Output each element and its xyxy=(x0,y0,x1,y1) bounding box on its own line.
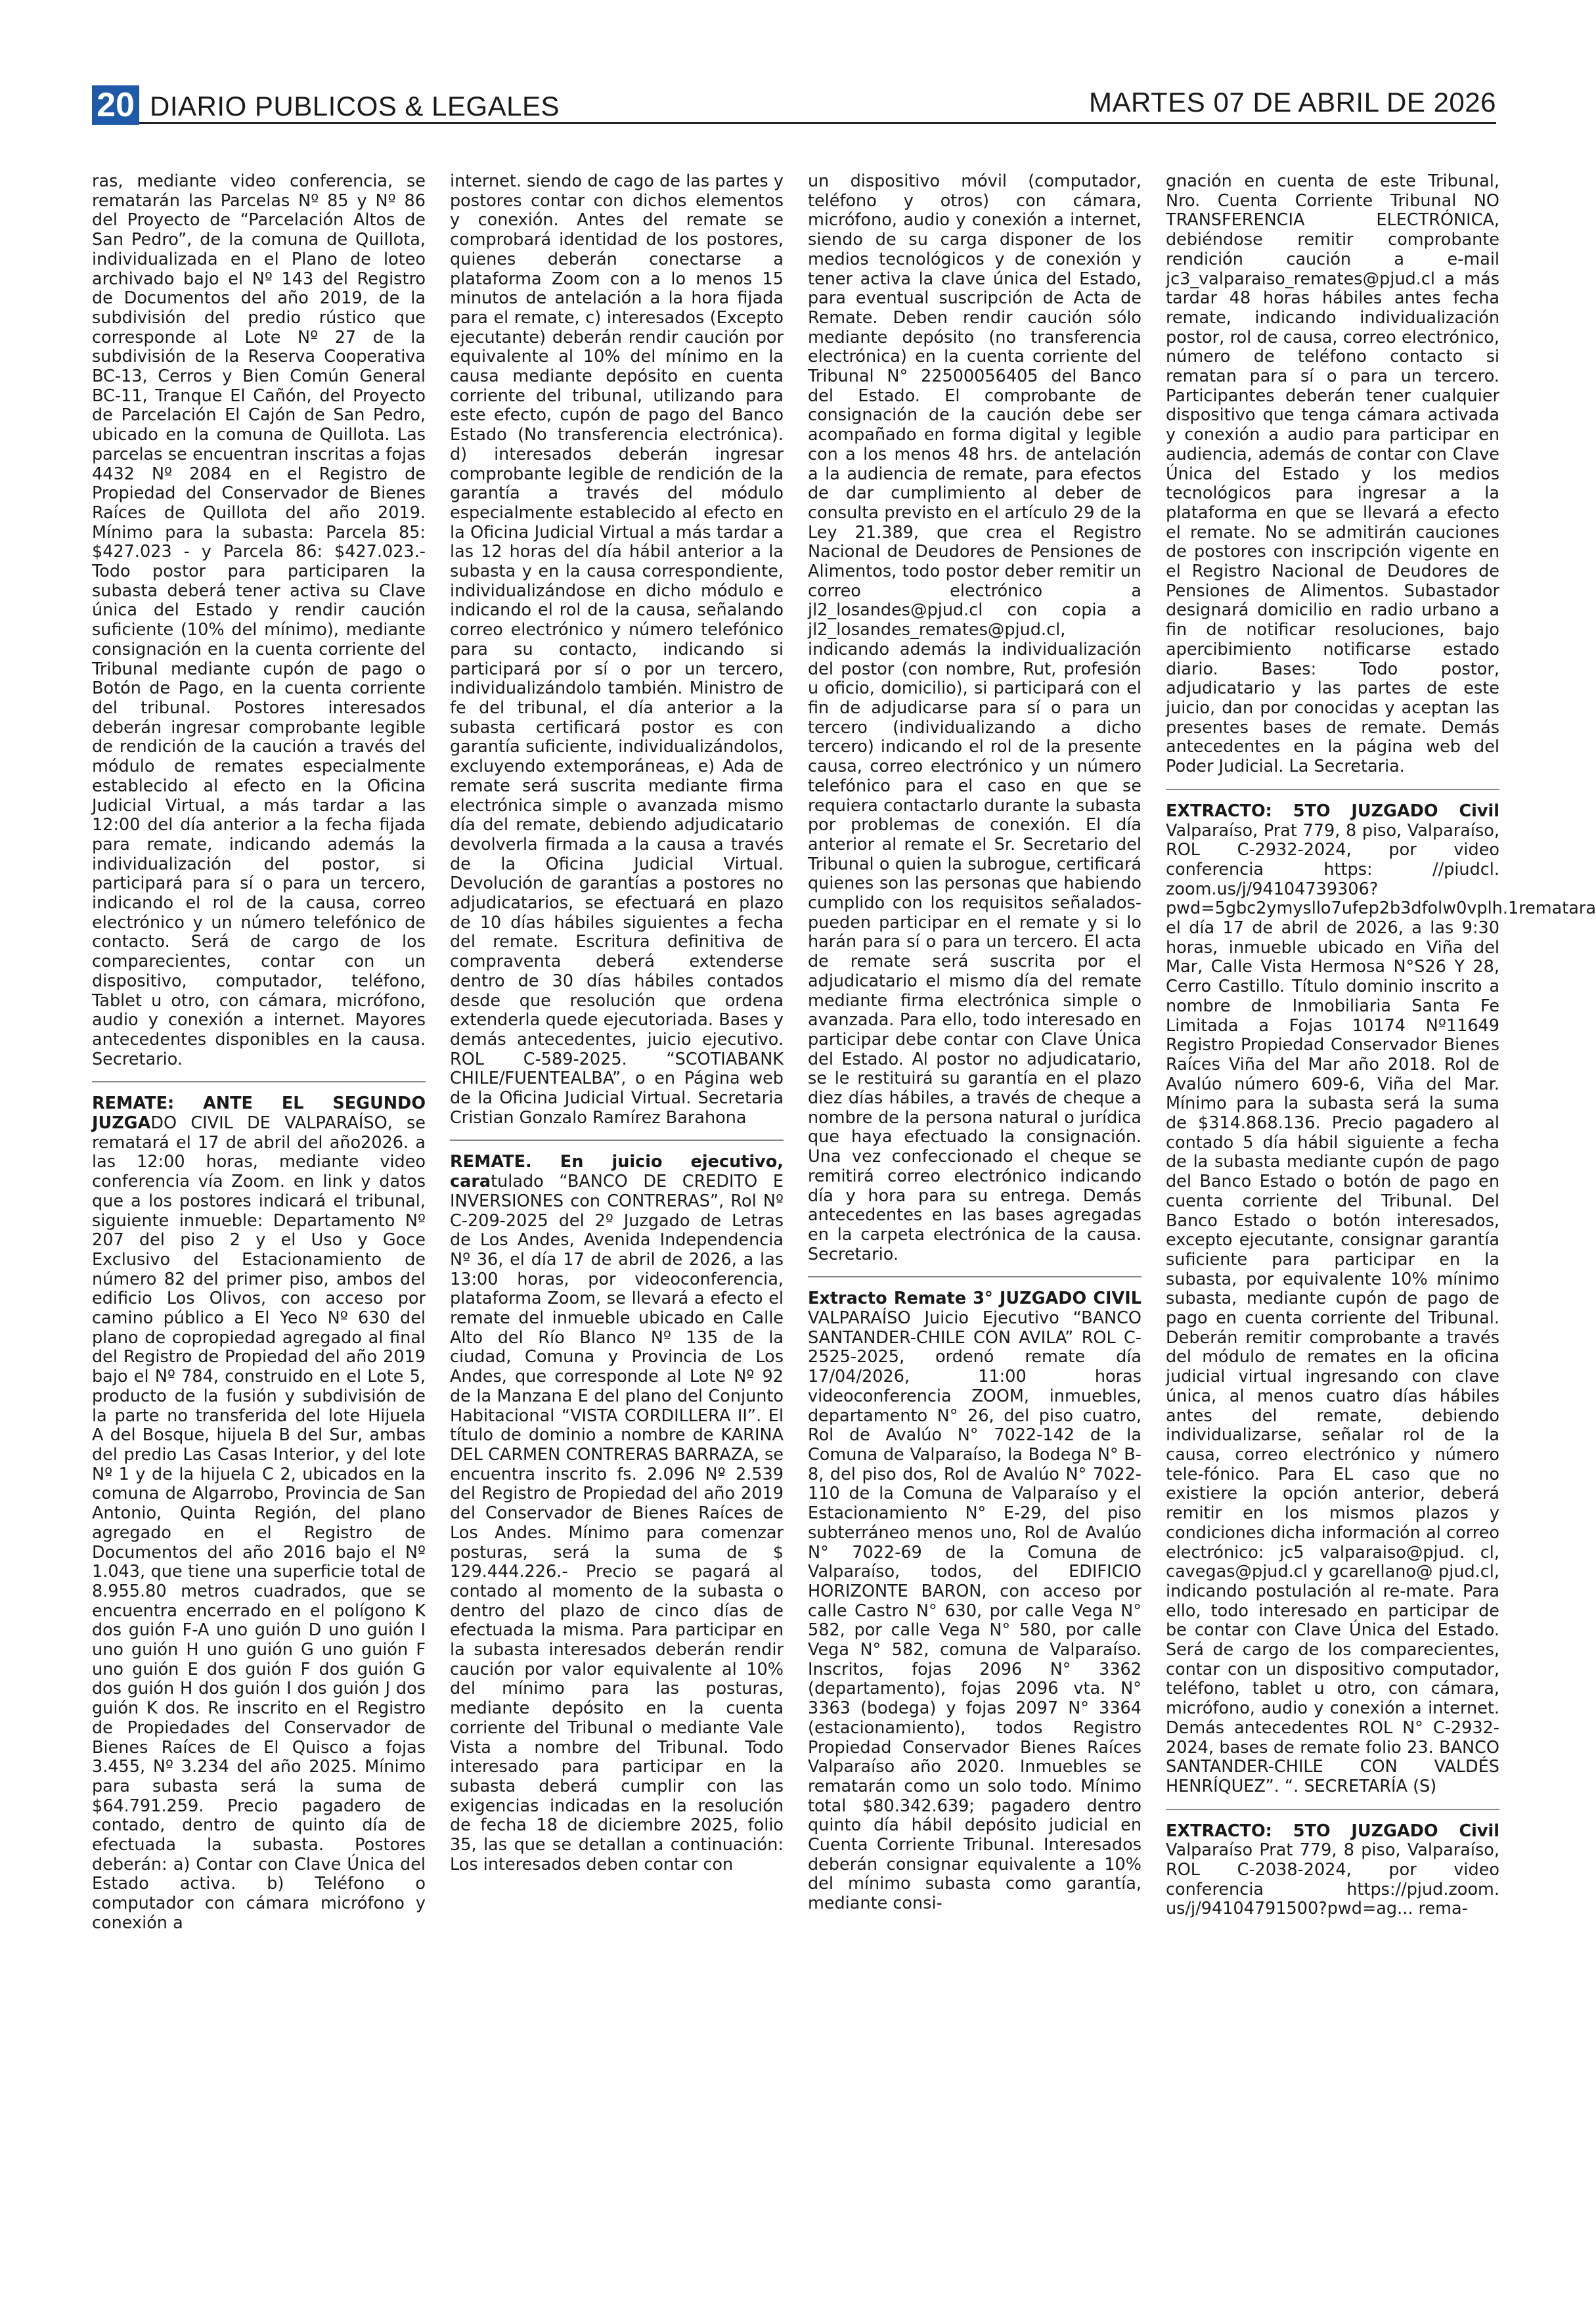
notice-text xyxy=(1166,1822,1499,1920)
publication-date: MARTES 07 DE ABRIL DE 2026 xyxy=(1089,87,1496,118)
notice-bci-contreras xyxy=(450,1153,784,1874)
notice-santander-avila-continuation xyxy=(1166,172,1499,777)
notice-separator xyxy=(92,1081,426,1082)
notice-body: Valparaíso, Prat 779, 8 piso, Valparaíso, ROL C-2932-2024, por video conferencia https: //piudcl. zoom.us/j/94104739306?pwd=5gbc2ymysllo7ufep2b3dfolw0vplh.1rematara el día 17 de abril de 2026, a las 9:30 horas, inmueble ubicado en Viña del Mar, Calle Vista Hermosa N°S26 Y 28, Cerro Castillo. Título dominio inscrito a nombre de Inmobiliaria Santa Fe Limitada a Fojas 10174 Nº11649 Registro Propiedad Conservador Bienes Raíces Viña del Mar año 2018. Rol de Avalúo número 609-6, Viña del Mar. Mínimo para la subasta será la suma de $314.868.136. Precio pagadero al contado 5 día hábil siguiente a fecha de la subasta mediante cupón de pago del Banco Estado o botón de pago en cuenta corriente del Tribunal. Del Banco Estado o botón interesados, excepto ejecutante, consignar garantía suficiente para participar en la subasta, por equivalente 10% mínimo subasta, mediante cupón de pago de pago en cuenta corriente del Tribunal. Deberán remitir comprobante a través del módulo de remates en la oficina judicial virtual ingresando con clave única, al menos cuatro días hábiles antes del remate, debiendo individualizarse, señalar rol de la causa, correo electrónico y número tele-fónico. Para EL caso que no existiere la opción anterior, deberá remitir en los mismos plazos y condiciones dicha información al correo electrónico: jc5 valparaiso@pjud. cl, cavegas@pjud.cl y gcarellano@ pjud.cl, indicando postulación al re-mate. Para ello, todo interesado en participar de be contar con Clave Única del Estado. Será de cargo de los comparecientes, contar con un dispositivo computador, teléfono, tablet u otro, con cámara, micrófono, audio y conexión a internet. Demás antecedentes ROL N° C-2932-2024, bases de remate folio 23. BANCO SANTANDER-CHILE CON VALDÉS HENRÍQUEZ”. “. SECRETARÍA (S) xyxy=(1166,820,1596,1796)
notice-text: gnación en cuenta de este Tribunal, Nro. Cuenta Corriente Tribunal NO TRANSFERENCIA ELECTRÓNICA, debiéndose remitir comprobante rendición caución a e-mail jc3_valparaiso_remates@pjud.cl a más tardar 48 horas hábiles antes fecha remate, indicando individualización postor, rol de causa, correo electrónico, número de teléfono contacto si rematan para sí o para un tercero. Participantes deberán tener cualquier dispositivo que tenga cámara activada y conexión a audio para participar en audiencia, además de contar con Clave Única del Estado y los medios tecnológicos para ingresar a la plataforma en que se llevará a efecto el remate. No se admitirán cauciones de postores con inscripción vigente en el Registro Nacional de Deudores de Pensiones de Alimentos. Subastador designará domicilio en radio urbano a fin de notificar resoluciones, bajo apercibimiento notificarse estado diario. Bases: Todo postor, adjudicatario y las partes de este juicio, dan por conocidas y aceptan las presentes bases de remate. Demás antecedentes en la página web del Poder Judicial. La Secretaria. xyxy=(1166,171,1499,777)
notice-heading: Extracto Remate 3° JUZGADO CIVIL xyxy=(808,1289,1142,1309)
notice-5to-juzgado-c2038 xyxy=(1166,1822,1499,1920)
notice-separator xyxy=(1166,1809,1499,1810)
notice-segundo-juzgado-valparaiso xyxy=(92,1094,426,1933)
notice-separator xyxy=(450,1140,784,1141)
page-number: 20 xyxy=(92,85,139,125)
column-4 xyxy=(1166,171,1596,2261)
notice-body: Valparaíso Prat 779, 8 piso, Valparaíso, ROL C-2038-2024, por video conferencia https://pjud.zoom. us/j/94104791500?pwd=ag... rema- xyxy=(1166,1840,1499,1919)
notice-5to-juzgado-c2932 xyxy=(1166,801,1596,1797)
notice-text xyxy=(808,1289,1142,1914)
notice-separator xyxy=(1166,789,1499,790)
notice-heading: EXTRACTO: 5TO JUZGADO Civil xyxy=(1166,1821,1499,1841)
notice-scotiabank-continuation xyxy=(450,172,784,1128)
notice-bci-continuation xyxy=(808,172,1142,1264)
notice-text xyxy=(92,1094,426,1933)
column-2 xyxy=(450,172,784,2261)
notice-text: internet. siendo de cago de las partes y postores contar con dichos elementos y conexión. Antes del remate se comprobará identidad de los postores, quienes deberán conectarse a plataforma Zoom con a lo menos 15 minutos de antelación a la hora fijada para el remate, c) interesados (Excepto ejecutante) deberán rendir caución por equivalente al 10% del mínimo en la causa mediante depósito en cuenta corriente del tribunal, utilizando para este efecto, cupón de pago del Banco Estado (No transferencia electrónica). d) interesados deberán ingresar comprobante legible de rendición de la garantía a través del módulo especialmente establecido al efecto en la Oficina Judicial Virtual a más tardar a las 12 horas del día hábil anterior a la subasta y en la causa correspondiente, individualizándose en dicho módulo e indicando el rol de la causa, señalando correo electrónico y número telefónico para su contacto, indicando si participará por sí o por un tercero, individualizándolo también. Ministro de fe del tribunal, el día anterior a la subasta certificará postor es con garantía suficiente, individualizándolos, excluyendo extemporáneas, e) Ada de remate será suscrita mediante firma electrónica simple o avanzada mismo día del remate, debiendo adjudicatario devolverla firmada a la causa a través de la Oficina Judicial Virtual. Devolución de garantías a postores no adjudicatarios, se efectuará en plazo de 10 días hábiles siguientes a fecha del remate. Escritura definitiva de compraventa deberá extenderse dentro de 30 días hábiles contados desde que resolución que ordena extenderla quede ejecutoriada. Bases y demás antecedentes, juicio ejecutivo. ROL C-589-2025. “SCOTIABANK CHILE/FUENTEALBA”, o en Página web de la Oficina Judicial Virtual. Secretaria Cristian Gonzalo Ramírez Barahona xyxy=(450,171,784,1128)
notice-heading: EXTRACTO: 5TO JUZGADO Civil xyxy=(1166,801,1499,821)
column-3 xyxy=(808,172,1142,2261)
notice-heading: REMATE: ANTE EL SEGUNDO JUZGA xyxy=(92,1094,426,1134)
notice-body: tulado “BANCO DE CREDITO E INVERSIONES con CONTRERAS”, Rol Nº C-209-2025 del 2º Juzgado de Letras de Los Andes, Avenida Independencia Nº 36, el día 17 de abril de 2026, a las 13:00 horas, por videoconferencia, plataforma Zoom, se llevará a efecto el remate del inmueble ubicado en Calle Alto del Río Blanco Nº 135 de la ciudad, Comuna y Provincia de Los Andes, que corresponde al Lote Nº 92 de la Manzana E del plano del Conjunto Habitacional “VISTA CORDILLERA II”. El título de dominio a nombre de KARINA DEL CARMEN CONTRERAS BARRAZA, se encuentra inscrito fs. 2.096 Nº 2.539 del Registro de Propiedad del año 2019 del Conservador de Bienes Raíces de Los Andes. Mínimo para comenzar posturas, será la suma de $ 129.444.226.- Precio se pagará al contado al momento de la subasta o dentro del plazo de cinco días de efectuada la misma. Para participar en la subasta interesados deberán rendir caución por valor equivalente al 10% del mínimo para las posturas, mediante depósito en la cuenta corriente del Tribunal o mediante Vale Vista a nombre del Tribunal. Todo interesado para participar en la subasta deberá cumplir con las exigencias indicadas en la resolución de fecha 18 de diciembre 2025, folio 35, las que se detallan a continuación: Los interesados deben contar con xyxy=(450,1172,784,1874)
notice-parcelas-quillota xyxy=(92,172,426,1069)
notice-santander-avila xyxy=(808,1289,1142,1914)
notice-text xyxy=(450,1153,784,1874)
notice-text: ras, mediante video conferencia, se rematarán las Parcelas Nº 85 y Nº 86 del Proyecto de “Parcelación Altos de San Pedro”, de la comuna de Quillota, individualizada en el Plano de loteo archivado bajo el Nº 143 del Registro de Documentos del año 2019, de la subdivisión del predio rústico que corresponde al Lote Nº 27 de la subdivisión de la Reserva Cooperativa BC-13, Cerros y Bien Común General BC-11, Tranque El Cañón, del Proyecto de Parcelación El Cajón de San Pedro, ubicado en la comuna de Quillota. Las parcelas se encuentran inscritas a fojas 4432 Nº 2084 en el Registro de Propiedad del Conservador de Bienes Raíces de Quillota del año 2019. Mínimo para la subasta: Parcela 85: $427.023 - y Parcela 86: $427.023.-Todo postor para participaren la subasta deberá tener activa su Clave única del Estado y rendir caución suficiente (10% del mínimo), mediante consignación en la cuenta corriente del Tribunal mediante cupón de pago o Botón de Pago, en la cuenta corriente del tribunal. Postores interesados deberán ingresar comprobante legible de rendición de la caución a través del módulo de remates especialmente establecido al efecto en la Oficina Judicial Virtual, a más tardar a las 12:00 del día anterior a la fecha fijada para remate, indicando además la individualización del postor, si participará para sí o para un tercero, indicando el rol de la causa, correo electrónico y un número telefónico de contacto. Será de cargo de los comparecientes, contar con un dispositivo, computador, teléfono, Tablet u otro, con cámara, micrófono, audio y conexión a internet. Mayores antecedentes disponibles en la causa. Secretario. xyxy=(92,171,426,1069)
header-rule xyxy=(139,122,1496,124)
notice-separator xyxy=(808,1276,1142,1277)
notice-text: un dispositivo móvil (computador, teléfono y otros) con cámara, micrófono, audio y conexión a internet, siendo de su carga disponer de los medios tecnológicos y de conexión y tener activa la clave única del Estado, para eventual suscripción de Acta de Remate. Deben rendir caución sólo mediante depósito (no transferencia electrónica) en la cuenta corriente del Tribunal N° 22500056405 del Banco del Estado. El comprobante de consignación de la caución debe ser acompañado en forma digital y legible con a los menos 48 hrs. de antelación a la audiencia de remate, para efectos de dar cumplimiento al deber de consulta previsto en el artículo 29 de la Ley 21.389, que crea el Registro Nacional de Deudores de Pensiones de Alimentos, todo postor deber remitir un correo electrónico a jl2_losandes@pjud.cl con copia a jl2_losandes_remates@pjud.cl, indicando además la individualización del postor (con nombre, Rut, profesión u oficio, domicilio), si participará con el fin de adjudicarse para sí o para un tercero (individualizando a dicho tercero) indicando el rol de la presente causa, correo electrónico y un número telefónico para el caso en que se requiera contactarlo durante la subasta por problemas de conexión. El día anterior al remate el Sr. Secretario del Tribunal o quien la subrogue, certificará quienes son las personas que habiendo cumplido con los requisitos señalados- pueden participar en el remate y si lo harán para sí o para un tercero. El acta de remate será suscrita por el adjudicatario el mismo día del remate mediante firma electrónica simple o avanzada. Para ello, todo interesado en participar debe contar con Clave Única del Estado. Al postor no adjudicatario, se le restituirá su garantía en el plazo diez días hábiles, a través de cheque a nombre de la persona natural o jurídica que haya efectuado la consignación. Una vez confeccionado el cheque se remitirá correo electrónico indicando día y hora para su entrega. Demás antecedentes en las bases agregadas en la carpeta electrónica de la causa. Secretario. xyxy=(808,171,1142,1264)
notice-text xyxy=(1166,801,1596,1797)
notice-body: VALPARAÍSO Juicio Ejecutivo “BANCO SANTANDER-CHILE CON AVILA” ROL C-2525-2025, ordenó remate día 17/04/2026, 11:00 horas videoconferencia ZOOM, inmuebles, departamento N° 26, del piso cuatro, Rol de Avalúo N° 7022-142 de la Comuna de Valparaíso, la Bodega N° B-8, del piso dos, Rol de Avalúo N° 7022-110 de la Comuna de Valparaíso y el Estacionamiento N° E-29, del piso subterráneo menos uno, Rol de Avalúo N° 7022-69 de la Comuna de Valparaíso, todos, del EDIFICIO HORIZONTE BARON, con acceso por calle Castro N° 630, por calle Vega N° 582, por calle Vega N° 580, por calle Vega N° 582, comuna de Valparaíso. Inscritos, fojas 2096 N° 3362 (departamento), fojas 2096 vta. N° 3363 (bodega) y fojas 2097 N° 3364 (estacionamiento), todos Registro Propiedad Conservador Bienes Raíces Valparaíso año 2020. Inmuebles se rematarán como un solo todo. Mínimo total $80.342.639; pagadero dentro quinto día hábil depósito judicial en Cuenta Corriente Tribunal. Interesados deberán consignar equivalente a 10% del mínimo subasta como garantía, mediante consi- xyxy=(808,1308,1142,1914)
publication-name: DIARIO PUBLICOS & LEGALES xyxy=(150,91,560,122)
column-1 xyxy=(92,172,426,2261)
notice-body: DO CIVIL DE VALPARAÍSO, se rematará el 17 de abril del año2026. a las 12:00 horas, mediante video conferencia vía Zoom. en link y datos que a los postores indicará el tribunal, siguiente inmueble: Departamento Nº 207 del piso 2 y el Uso y Goce Exclusivo del Estacionamiento de número 82 del primer piso, ambos del edificio Los Olivos, con acceso por camino público a El Yeco Nº 630 del plano de copropiedad agregado al final del Registro de Propiedad del año 2019 bajo el Nº 784, construido en el Lote 5, producto de la fusión y subdivisión de la parte no transferida del lote Hijuela A del Bosque, hijuela B del Sur, ambas del predio Las Casas Interior, y del lote Nº 1 y de la hijuela C 2, ubicados en la comuna de Algarrobo, Provincia de San Antonio, Quinta Región, del plano agregado en el Registro de Documentos del año 2016 bajo el Nº 1.043, que tiene una superficie total de 8.955.80 metros cuadrados, que se encuentra encerrado en el polígono K dos guión F-A uno guión D uno guión I uno guión H uno guión G uno guión F uno guión E dos guión F dos guión G dos guión H dos guión I dos guión J dos guión K dos. Re inscrito en el Registro de Propiedades del Conservador de Bienes Raíces de El Quisco a fojas 3.455, Nº 3.234 del año 2025. Mínimo para subasta será la suma de $64.791.259. Precio pagadero de contado, dentro de quinto día de efectuada la subasta. Postores deberán: a) Contar con Clave Única del Estado activa. b) Teléfono o computador con cámara micrófono y conexión a xyxy=(92,1113,426,1933)
notice-heading: REMATE. En juicio ejecutivo, cara xyxy=(450,1152,784,1192)
page-header xyxy=(92,81,1496,125)
